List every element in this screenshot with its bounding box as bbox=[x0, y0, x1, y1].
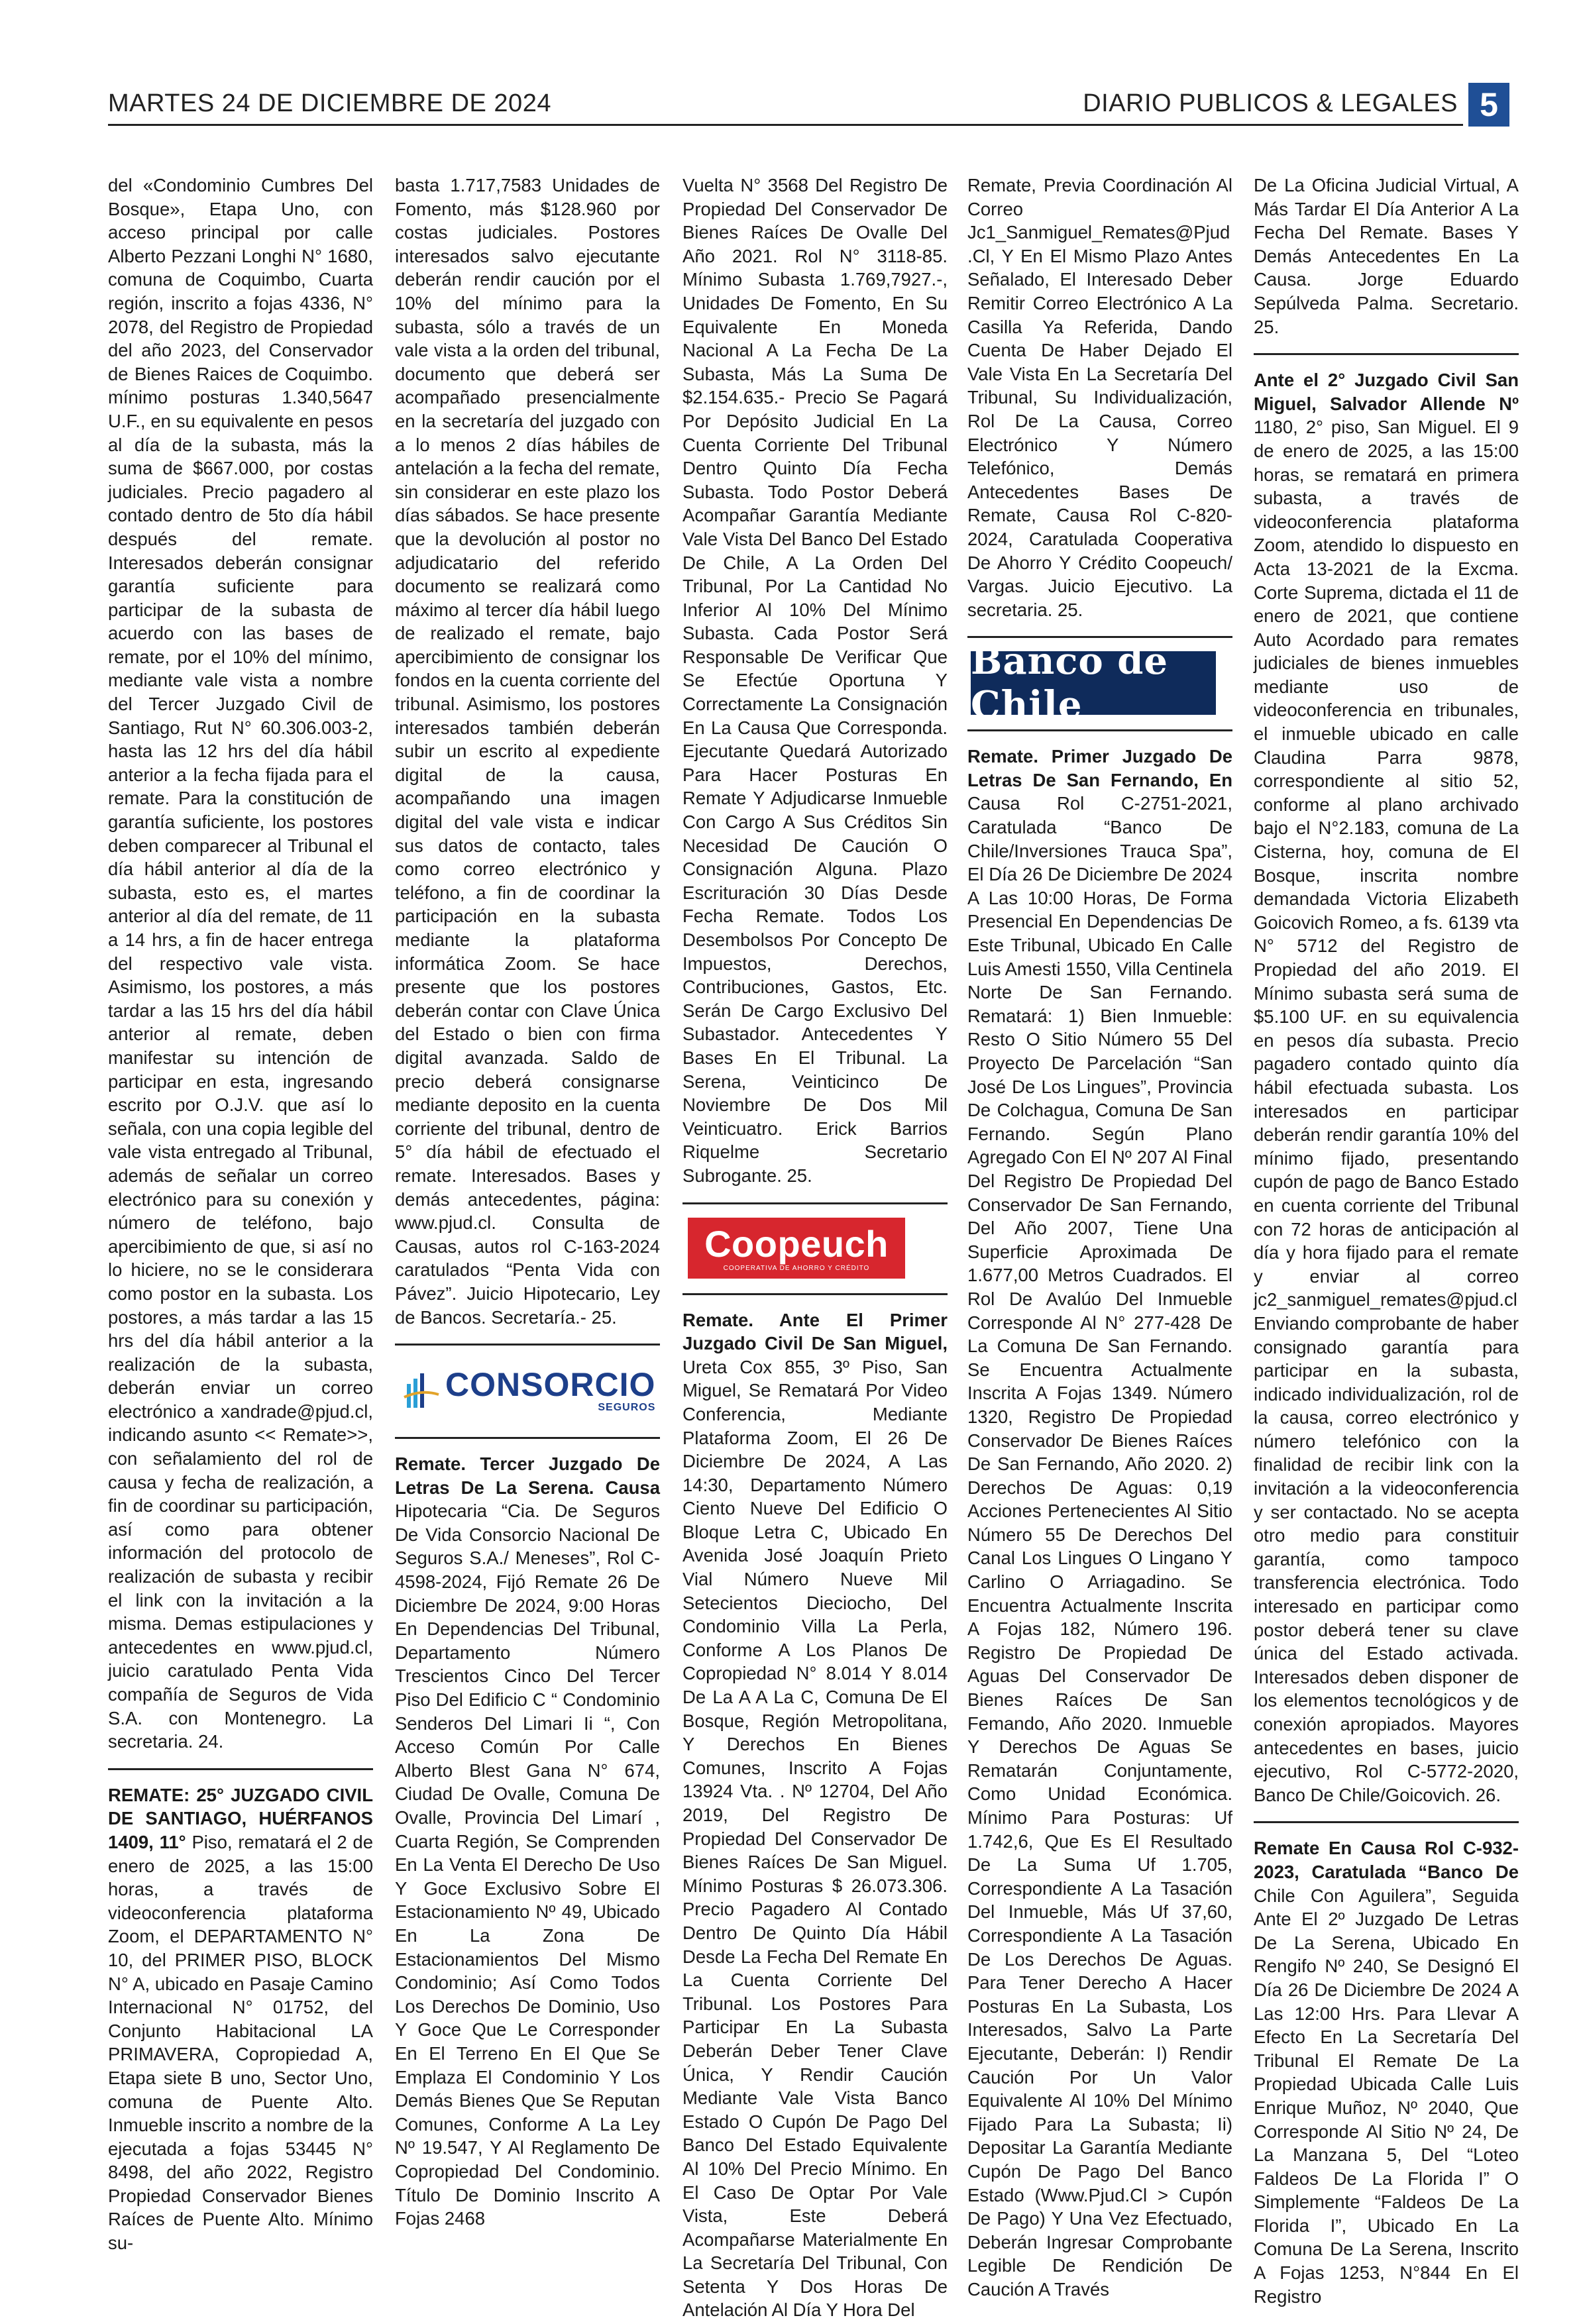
header-rule bbox=[108, 124, 1463, 126]
notice bbox=[1254, 1836, 1519, 2308]
coopeuch-wordmark: Coopeuch bbox=[704, 1222, 889, 1265]
consorcio-mark-icon bbox=[404, 1371, 439, 1410]
issue-date: MARTES 24 DE DICIEMBRE DE 2024 bbox=[108, 89, 551, 117]
column-5 bbox=[1254, 174, 1519, 2307]
notice-text: Chile Con Aguilera”, Seguida Ante El 2º Juzgado De Letras De La Serena, Ubicado En Rengifo Nº 240, Se Designó El Día 26 De Diciembre De 2024 A Las 12:00 Hrs. Para Llevar A Efecto En La Secretaría Del Tribunal El Remate De La Propiedad Ubicada Calle Luis Enrique Muñoz, Nº 2040, Que Corresponde Al Sitio Nº 24, De La Manzana 5, Del “Loteo Faldeos De La Florida I” O Simplemente “Faldeos De La Florida I”, Ubicado En La Comuna De La Serena, Inscrito A Fojas 1253, N°844 En El Registro bbox=[1254, 1885, 1519, 2307]
notice bbox=[108, 1783, 373, 2255]
notice-heading: REMATE: 25° JUZGADO CIVIL DE SANTIAGO, HUÉRFANOS 1409, 11° bbox=[108, 1784, 373, 1852]
notice-text: basta 1.717,7583 Unidades de Fomento, más $128.960 por costas judiciales. Postores interesados salvo ejecutante deberán rendir caución por el 10% del mínimo para la subasta, sólo a través de un vale vista a la orden del tribunal, documento que deberá ser acompañado presencialmente en la secretaría del juzgado con a lo menos 2 días hábiles de antelación a la fecha del remate, sin considerar en este plazo los días sábados. Se hace presente que la devolución al postor no adjudicatario del referido documento se realizará como máximo al tercer día hábil luego de realizado el remate, bajo apercibimiento de consignar los fondos en la cuenta corriente del tribunal. Asimismo, los postores interesados también deberán subir un escrito al expediente digital de la causa, acompañando una imagen digital del vale vista e indicar sus datos de contacto, tales como correo electrónico y teléfono, a fin de coordinar la participación en la subasta mediante la plataforma informática Zoom. Se hace presente que los postores deberán contar con Clave Única del Estado o bien con firma digital avanzada. Saldo de precio deberá consignarse mediante deposito en la cuenta corriente del tribunal, dentro de 5° día hábil de efectuado el remate. Interesados. Bases y demás antecedentes, página: www.pjud.cl. Consulta de Causas, autos rol C-163-2024 caratulados “Penta Vida con Pávez”. Juicio Hipotecario, Ley de Bancos. Secretaría.- 25. bbox=[395, 175, 660, 1328]
notice bbox=[1254, 368, 1519, 1807]
notice-heading: Remate. Tercer Juzgado De Letras De La Serena. Causa bbox=[395, 1453, 660, 1498]
banco-de-chile-logo: Banco de Chile bbox=[971, 651, 1216, 715]
notice-text: Remate, Previa Coordinación Al Correo Jc1_Sanmiguel_Remates@Pjud.Cl, Y En El Mismo Plazo Antes Señalado, El Interesado Deber Remitir Correo Electrónico A La Casilla Ya Referida, Dando Cuenta De Haber Dejado El Vale Vista En La Secretaría Del Tribunal, Su Individualización, Rol De La Causa, Correo Electrónico Y Número Telefónico, Demás Antecedentes Bases De Remate, Causa Rol C-820-2024, Caratulada Cooperativa De Ahorro Y Crédito Coopeuch/ Vargas. Juicio Ejecutivo. La secretaria. 25. bbox=[967, 175, 1232, 620]
consorcio-logo bbox=[395, 1359, 660, 1422]
column-4 bbox=[967, 174, 1233, 2299]
notice-divider bbox=[1254, 1821, 1519, 1823]
notice-divider bbox=[395, 1344, 660, 1346]
notice-divider bbox=[395, 1437, 660, 1439]
column-2 bbox=[395, 174, 660, 2280]
notice-text: Causa Rol C-2751-2021, Caratulada “Banco De Chile/Inversiones Trauca Spa”, El Día 26 De Diciembre De 2024 A Las 10:00 Horas, De Forma Presencial En Dependencias De Este Tribunal, Ubicado En Calle Luis Amesti 1550, Villa Centinela Norte De San Fernando. Rematará: 1) Bien Inmueble: Resto O Sitio Número 55 Del Proyecto De Parcelación “San José De Los Lingues”, Provincia De Colchagua, Comuna De San Fernando. Según Plano Agregado Con El Nº 207 Al Final Del Registro De Propiedad Del Conservador De San Fernando, Del Año 2007, Tiene Una Superficie Aproximada De 1.677,00 Metros Cuadrados. El Rol De Avalúo Del Inmueble Corresponde Al N° 277-428 De La Comuna De San Fernando. Se Encuentra Actualmente Inscrita A Fojas 1349. Número 1320, Registro De Propiedad Conservador De Bienes Raíces De San Fernando, Año 2020. 2) Derechos De Aguas: 0,19 Acciones Pertenecientes Al Sitio Número 55 De Derechos Del Canal Los Lingues O Lingano Y Carlino O Arriagadino. Se Encuentra Actualmente Inscrita A Fojas 182, Número 196. Registro De Propiedad De Aguas Del Conservador De Bienes Raíces De San Femando, Año 2020. Inmueble Y Derechos De Aguas Se Rematarán Conjuntamente, Como Unidad Económica. Mínimo Para Posturas: Uf 1.742,6, Que Es El Resultado De La Suma Uf 1.705, Correspondiente A La Tasación Del Inmueble, Más Uf 37,60, Correspondiente A La Tasación De Los Derechos De Aguas. Para Tener Derecho A Hacer Posturas En La Subasta, Los Interesados, Salvo La Parte Ejecutante, Deberán: I) Rendir Caución Por Un Valor Equivalente Al 10% Del Mínimo Fijado Para La Subasta; Ii) Depositar La Garantía Mediante Cupón De Pago Del Banco Estado (Www.Pjud.Cl > Cupón De Pago) Y Una Vez Efectuado, Deberán Ingresar Comprobante Legible De Rendición De Caución A Través bbox=[967, 793, 1233, 2299]
notice-divider bbox=[967, 729, 1232, 731]
notice-divider bbox=[108, 1768, 373, 1770]
consorcio-subtitle: SEGUROS bbox=[598, 1402, 656, 1414]
notice-divider bbox=[967, 636, 1232, 638]
notice-text: Hipotecaria “Cia. De Seguros De Vida Consorcio Nacional De Seguros S.A./ Meneses”, Rol C-4598-2024, Fijó Remate 26 De Diciembre De 2024, 9:00 Horas En Dependencias Del Tribunal, Departamento Número Trescientos Cinco Del Tercer Piso Del Edificio C “ Condominio Senderos Del Limari Ii “, Con Acceso Común Por Calle Alberto Blest Gana N° 674, Ciudad De Ovalle, Comuna De Ovalle, Provincia Del Limarí , Cuarta Región, Se Comprenden En La Venta El Derecho De Uso Y Goce Exclusivo Sobre El Estacionamiento Nº 49, Ubicado En La Zona De Estacionamientos Del Mismo Condominio; Así Como Todos Los Derechos De Dominio, Uso Y Goce Que Le Corresponder En El Terreno En El Que Se Emplaza El Condominio Y Los Demás Bienes Que Se Reputan Comunes, Conforme A La Ley Nº 19.547, Y Al Reglamento De Copropiedad Del Condominio. Título De Dominio Inscrito A Fojas 2468 bbox=[395, 1501, 660, 2229]
notice-text: del «Condominio Cumbres Del Bosque», Etapa Uno, con acceso principal por calle Alberto Pezzani Longhi N° 1680, comuna de Coquimbo, Cuarta región, inscrito a fojas 4336, N° 2078, del Registro de Propiedad del año 2023, del Conservador de Bienes Raices de Coquimbo. mínimo posturas 1.340,5647 U.F., en su equivalente en pesos al día de la subasta, más la suma de $667.000, por costas judiciales. Precio pagadero al contado dentro de 5to día hábil después del remate. Interesados deberán consignar garantía suficiente para participar de la subasta de acuerdo con las bases de remate, por el 10% del mínimo, mediante vale vista a nombre del Tercer Juzgado Civil de Santiago, Rut N° 60.306.003-2, hasta las 12 hrs del día hábil anterior a la fecha fijada para el remate. Para la constitución de garantía suficiente, los postores deben comparecer al Tribunal el día hábil anterior al día de la subasta, esto es, el martes anterior al día del remate, de 11 a 14 hrs, a fin de hacer entrega del respectivo vale vista. Asimismo, los postores, a más tardar a las 15 hrs del día hábil anterior al remate, deben manifestar su intención de participar en esta, ingresando escrito por O.J.V. que así lo señala, con una copia legible del vale vista entregado al Tribunal, además de señalar un correo electrónico para su conexión y número de teléfono, bajo apercibimiento de que, si así no lo hiciere, no se le considerara como postor en la subasta. Los postores, a más tardar a las 15 hrs del día hábil anterior a la realización de la subasta, deberán enviar un correo electrónico a xandrade@pjud.cl, indicando asunto << Remate>>, con señalamiento del rol de causa y fecha de realización, a fin de coordinar su participación, así como para obtener información del protocolo de realización de subasta y recibir el link con la invitación a la misma. Demas estipulaciones y antecedentes en www.pjud.cl, juicio caratulado Penta Vida compañía de Seguros de Vida S.A. con Montenegro. La secretaria. 24. bbox=[108, 175, 373, 1752]
notice-divider bbox=[1254, 353, 1519, 355]
page-number-badge: 5 bbox=[1468, 83, 1509, 127]
notice-text: Piso, rematará el 2 de enero de 2025, a las 15:00 horas, a través de videoconferencia plataforma Zoom, el DEPARTAMENTO N° 10, del PRIMER PISO, BLOCK N° A, ubicado en Pasaje Camino Internacional N° 01752, del Conjunto Habitacional LA PRIMAVERA, Copropiedad A, Etapa siete B uno, Sector Uno, comuna de Puente Alto. Inmueble inscrito a nombre de la ejecutada a fojas 53445 N° 8498, del año 2022, Registro Propiedad Conservador Bienes Raíces de Puente Alto. Mínimo su- bbox=[108, 1831, 374, 2254]
publication-name: DIARIO PUBLICOS & LEGALES bbox=[1083, 89, 1458, 117]
notice bbox=[682, 1308, 948, 2323]
notice-heading: Remate. Ante El Primer Juzgado Civil De San Miguel, bbox=[682, 1309, 948, 1354]
notice-text: De La Oficina Judicial Virtual, A Más Tardar El Día Anterior A La Fecha Del Remate. Bases Y Demás Antecedentes En La Causa. Jorge Eduardo Sepúlveda Palma. Secretario. 25. bbox=[1254, 175, 1519, 337]
consorcio-wordmark: CONSORCIO bbox=[445, 1366, 656, 1404]
column-3 bbox=[682, 174, 948, 2321]
page-header bbox=[108, 83, 1509, 129]
notice-text: Vuelta N° 3568 Del Registro De Propiedad Del Conservador De Bienes Raíces De Ovalle Del Año 2021. Rol N° 3118-85. Mínimo Subasta 1.769,7927.-, Unidades De Fomento, En Su Equivalente En Moneda Nacional A La Fecha De La Subasta, Más La Suma De $2.154.635.- Precio Se Pagará Por Depósito Judicial En La Cuenta Corriente Del Tribunal Dentro Quinto Día Fecha Subasta. Todo Postor Deberá Acompañar Garantía Mediante Vale Vista Del Banco Del Estado De Chile, A La Orden Del Tribunal, Por La Cantidad No Inferior Al 10% Del Mínimo Subasta. Cada Postor Será Responsable De Verificar Que Se Efectúe Oportuna Y Correctamente La Consignación En La Causa Que Corresponda. Ejecutante Quedará Autorizado Para Hacer Posturas En Remate Y Adjudicarse Inmueble Con Cargo A Sus Créditos Sin Necesidad De Caución O Consignación Alguna. Plazo Escrituración 30 Días Desde Fecha Remate. Todos Los Desembolsos Por Concepto De Impuestos, Derechos, Contribuciones, Gastos, Etc. Serán De Cargo Exclusivo Del Subastador. Antecedentes Y Bases En El Tribunal. La Serena, Veinticinco De Noviembre De Dos Mil Veinticuatro. Erick Barrios Riquelme Secretario Subrogante. 25. bbox=[682, 175, 948, 1186]
notice-heading: Remate En Causa Rol C-932-2023, Caratulada “Banco De bbox=[1254, 1838, 1519, 1882]
notice bbox=[967, 745, 1232, 2301]
column-1 bbox=[108, 174, 373, 2280]
notice-heading: Ante el 2° Juzgado Civil San Miguel, Salvador Allende Nº bbox=[1254, 370, 1519, 414]
notice-heading: Remate. Primer Juzgado De Letras De San Fernando, En bbox=[967, 746, 1232, 790]
notice-divider bbox=[682, 1202, 948, 1204]
notice-text: Ureta Cox 855, 3º Piso, San Miguel, Se Rematará Por Video Conferencia, Mediante Plataforma Zoom, El 26 De Diciembre De 2024, A Las 14:30, Departamento Número Ciento Nueve Del Edificio O Bloque Letra C, Ubicado En Avenida José Joaquín Prieto Vial Número Nueve Mil Setecientos Dieciocho, Del Condominio Villa La Perla, Conforme A Los Planos De Copropiedad N° 8.014 Y 8.014 De La A A La C, Comuna De El Bosque, Región Metropolitana, Y Derechos En Bienes Comunes, Inscrito A Fojas 13924 Vta. . Nº 12704, Del Año 2019, Del Registro De Propiedad Del Conservador De Bienes Raíces De San Miguel. Mínimo Posturas $ 26.073.306. Precio Pagadero Al Contado Dentro De Quinto Día Hábil Desde La Fecha Del Remate En La Cuenta Corriente Del Tribunal. Los Postores Para Participar En La Subasta Deberán Deber Tener Clave Única, Y Rendir Caución Mediante Vale Vista Banco Estado O Cupón De Pago Del Banco Del Estado Equivalente Al 10% Del Precio Mínimo. En El Caso De Optar Por Vale Vista, Este Deberá Acompañarse Materialmente En La Secretaría Del Tribunal, Con Setenta Y Dos Horas De Antelación Al Día Y Hora Del bbox=[682, 1356, 948, 2321]
coopeuch-subtitle: COOPERATIVA DE AHORRO Y CRÉDITO bbox=[723, 1264, 870, 1272]
notice-divider bbox=[682, 1293, 948, 1295]
notice-text: 1180, 2° piso, San Miguel. El 9 de enero de 2025, a las 15:00 horas, se rematará en primera subasta, a través de videoconferencia plataforma Zoom, atendido lo dispuesto en Acta 13-2021 de la Excma. Corte Suprema, dictada el 11 de enero de 2021, que contiene Auto Acordado para remates judiciales de bienes inmuebles mediante uso de videoconferencia en tribunales, el inmueble ubicado en calle Claudina Parra 9878, correspondiente al sitio 52, conforme al plano archivado bajo el N°2.183, comuna de La Cisterna, hoy, comuna de El Bosque, inscrita nombre demandada Victoria Elizabeth Goicovich Romeo, a fs. 6139 vta N° 5712 del Registro de Propiedad del año 2019. El Mínimo subasta será suma de $5.100 UF. en su equivalencia en pesos día subasta. Precio pagadero contado quinto día hábil efectuada subasta. Los interesados en participar deberán rendir garantía 10% del mínimo fijado, presentando cupón de pago de Banco Estado en cuenta corriente del Tribunal con 72 horas de anticipación al día y hora fijado para el remate y enviar al correo jc2_sanmiguel_remates@pjud.cl Enviando comprobante de haber consignado garantía para participar en la subasta, indicado individualización, rol de la causa, correo electrónico y número telefónico con la finalidad de recibir link con la invitación a la videoconferencia y ser contactado. No se acepta otro medio para constituir garantía, como tampoco transferencia electrónica. Todo interesado en participar como postor deberá tener su clave única del Estado activada. Interesados deben disponer de los elementos tecnológicos y de conexión apropiados. Mayores antecedentes en bases, juicio ejecutivo, Rol C-5772-2020, Banco De Chile/Goicovich. 26. bbox=[1254, 417, 1519, 1805]
coopeuch-logo bbox=[688, 1218, 905, 1279]
notice bbox=[395, 1452, 660, 2231]
